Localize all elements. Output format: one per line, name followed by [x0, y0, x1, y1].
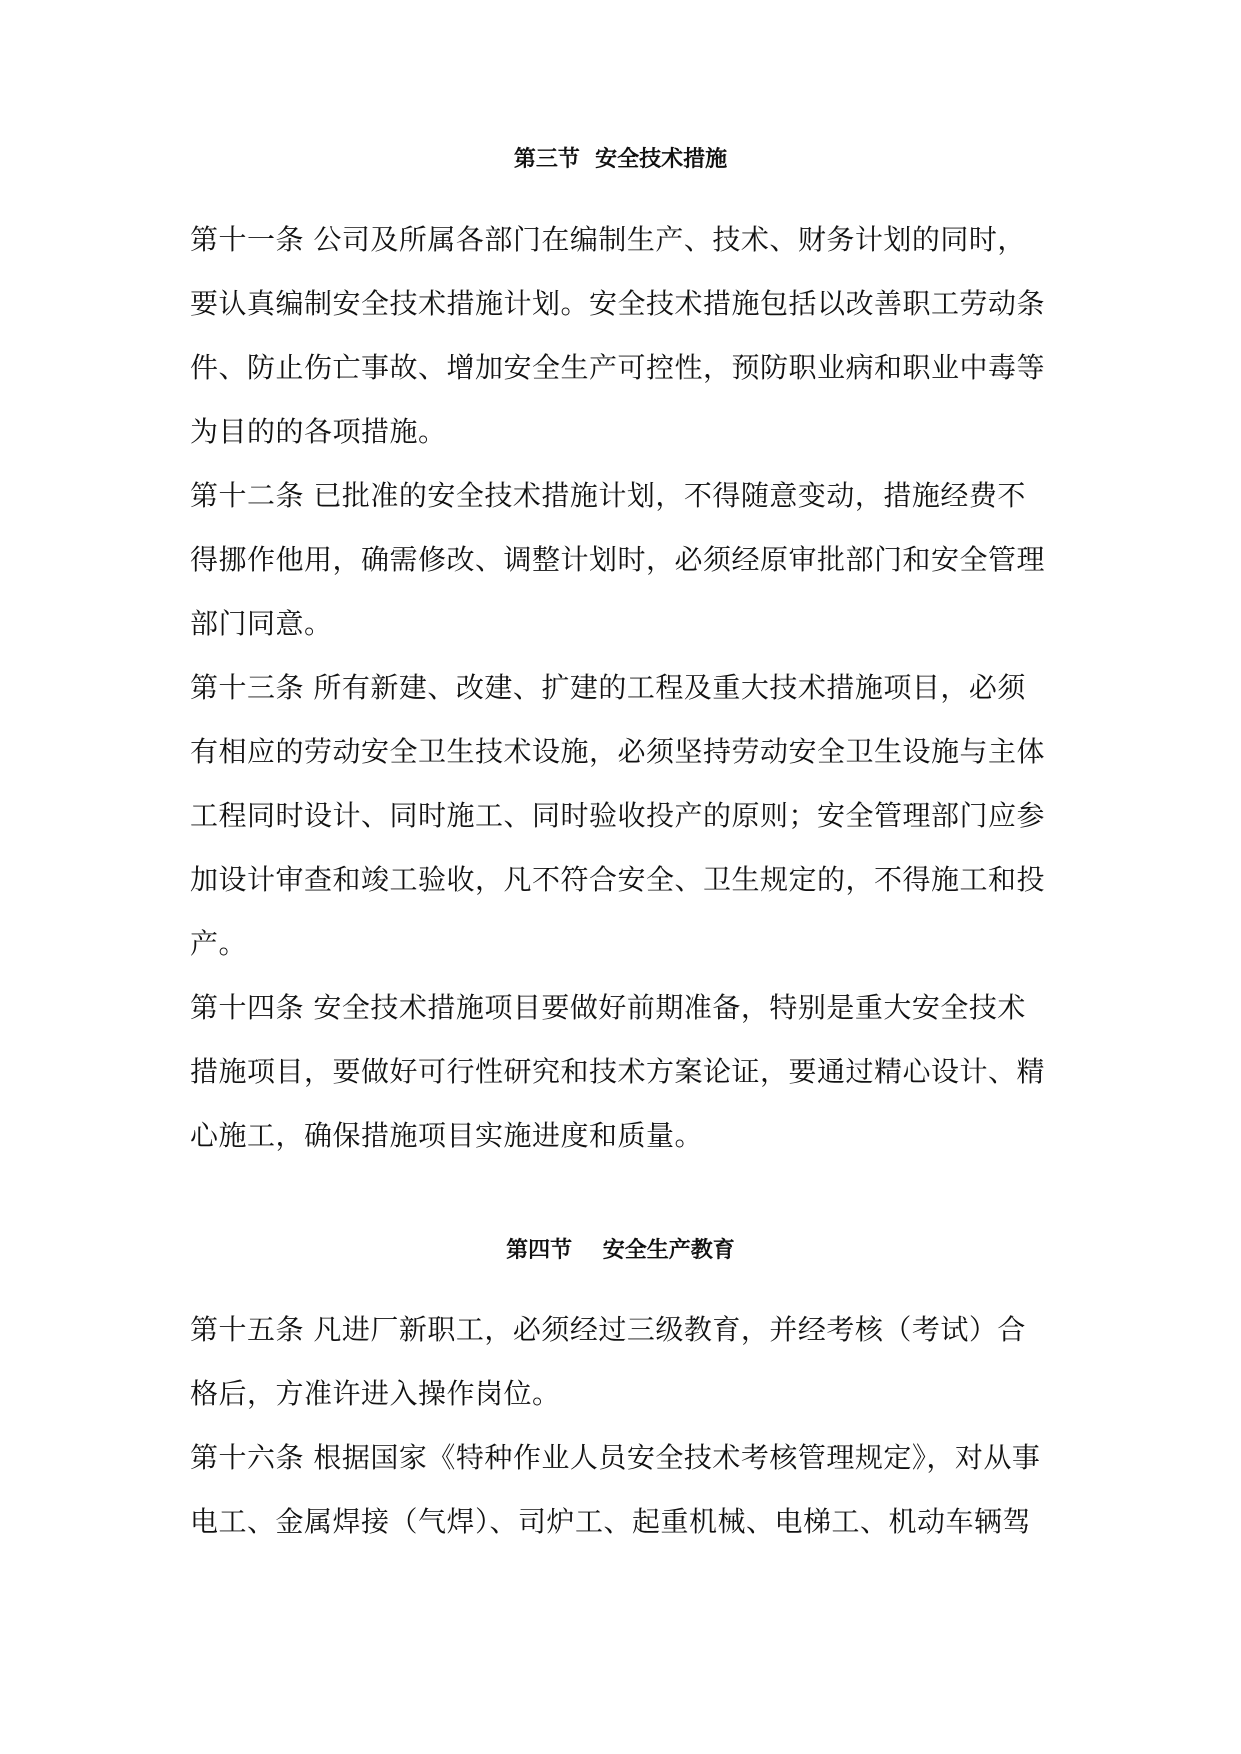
article-12 — [190, 464, 1070, 656]
text-line: 有相应的劳动安全卫生技术设施，必须坚持劳动安全卫生设施与主体 — [190, 735, 1046, 768]
text-line: 心施工，确保措施项目实施进度和质量。 — [190, 1119, 704, 1152]
text-line: 部门同意。 — [190, 607, 333, 640]
text-line: 加设计审查和竣工验收，凡不符合安全、卫生规定的，不得施工和投 — [190, 863, 1046, 896]
text-line: 第十一条 公司及所属各部门在编制生产、技术、财务计划的同时， — [190, 223, 1026, 256]
text-line: 措施项目，要做好可行性研究和技术方案论证，要通过精心设计、精 — [190, 1055, 1046, 1088]
article-14 — [190, 976, 1070, 1168]
text-line: 工程同时设计、同时施工、同时验收投产的原则；安全管理部门应参 — [190, 799, 1046, 832]
article-11 — [190, 208, 1070, 464]
text-line: 为目的的各项措施。 — [190, 415, 447, 448]
text-line: 件、防止伤亡事故、增加安全生产可控性，预防职业病和职业中毒等 — [190, 351, 1046, 384]
article-16 — [190, 1426, 1070, 1554]
section-heading: 第四节 安全生产教育 — [506, 1238, 735, 1263]
text-line: 第十四条 安全技术措施项目要做好前期准备，特别是重大安全技术 — [190, 991, 1026, 1024]
text-line: 格后，方准许进入操作岗位。 — [190, 1377, 561, 1410]
text-line: 产。 — [190, 927, 248, 960]
section-heading: 第三节 安全技术措施 — [513, 147, 728, 172]
article-13 — [190, 656, 1070, 976]
text-line: 要认真编制安全技术措施计划。安全技术措施包括以改善职工劳动条 — [190, 287, 1046, 320]
article-15 — [190, 1298, 1070, 1426]
text-line: 第十五条 凡进厂新职工，必须经过三级教育，并经考核（考试）合 — [190, 1313, 1026, 1346]
text-line: 第十二条 已批准的安全技术措施计划，不得随意变动，措施经费不 — [190, 479, 1026, 512]
text-line: 第十三条 所有新建、改建、扩建的工程及重大技术措施项目，必须 — [190, 671, 1026, 704]
text-line: 第十六条 根据国家《特种作业人员安全技术考核管理规定》，对从事 — [190, 1441, 1041, 1474]
text-line: 得挪作他用，确需修改、调整计划时，必须经原审批部门和安全管理 — [190, 543, 1046, 576]
text-line: 电工、金属焊接（气焊）、司炉工、起重机械、电梯工、机动车辆驾 — [190, 1505, 1032, 1538]
